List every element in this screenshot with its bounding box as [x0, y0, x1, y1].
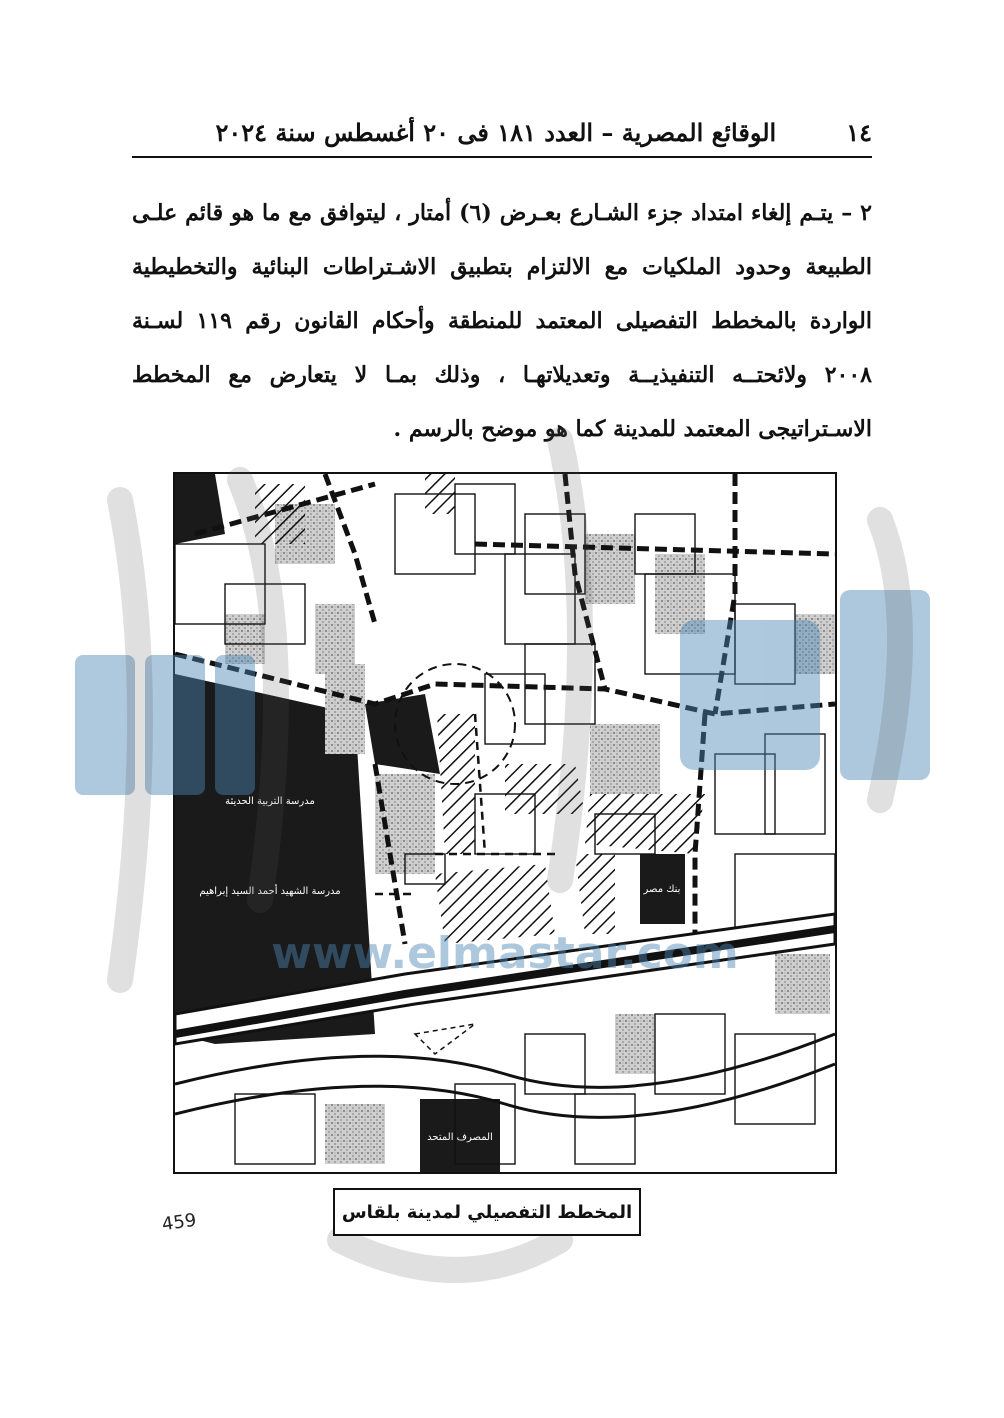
stipple-block [325, 1104, 385, 1164]
hatched-block [255, 484, 305, 544]
stipple-block [315, 604, 355, 674]
page-header [132, 112, 872, 152]
label-school-2: مدرسة الشهيد أحمد السيد إبراهيم [199, 886, 341, 897]
hatched-block [575, 854, 615, 934]
watermark-text: www.elmastar.com [271, 928, 739, 979]
hatched-block [435, 864, 555, 944]
label-canal: المصرف المتحد [427, 1132, 493, 1143]
hatched-block [585, 794, 705, 854]
label-bank: بنك مصر [643, 884, 681, 895]
stipple-block [325, 664, 365, 754]
label-school-1: مدرسة التربية الحديثة [225, 796, 315, 807]
stipple-block [795, 614, 835, 674]
stipple-block [615, 1014, 655, 1074]
stipple-block [655, 554, 705, 634]
stipple-block [225, 614, 265, 664]
map-caption: المخطط التفصيلي لمدينة بلقاس [333, 1188, 641, 1236]
stipple-block [775, 954, 830, 1014]
decree-paragraph: ٢ – يتـم إلغاء امتداد جزء الشـارع بعـرض (٦) أمتار ، ليتوافق مع ما هو قائم علـى الطبيعة وحدود الملكيات مع الالتزام بتطبيق الاشـتراطات البنائية والتخطيطية الواردة بالمخطط التفصيلى المعتمد للمنطقة وأحكام القانون رقم ١١٩ لسـنة ٢٠٠٨ ولائحتــه التنفيذيــة وتعديلاتهـا ، وذلك بمـا لا يتعارض مع المخطط الاسـتراتيجى المعتمد للمدينة كما هو موضح بالرسم . [132, 200, 872, 442]
handwritten-number: 459 [160, 1209, 198, 1236]
hatched-block [505, 764, 585, 814]
gazette-title: الوقائع المصرية – العدد ١٨١ فى ٢٠ أغسطس سنة ٢٠٢٤ [215, 117, 777, 147]
stipple-block [590, 724, 660, 794]
header-rule [132, 156, 872, 158]
stipple-block [585, 534, 635, 604]
page-number: ١٤ [846, 117, 872, 147]
detailed-plan-map [173, 472, 837, 1174]
